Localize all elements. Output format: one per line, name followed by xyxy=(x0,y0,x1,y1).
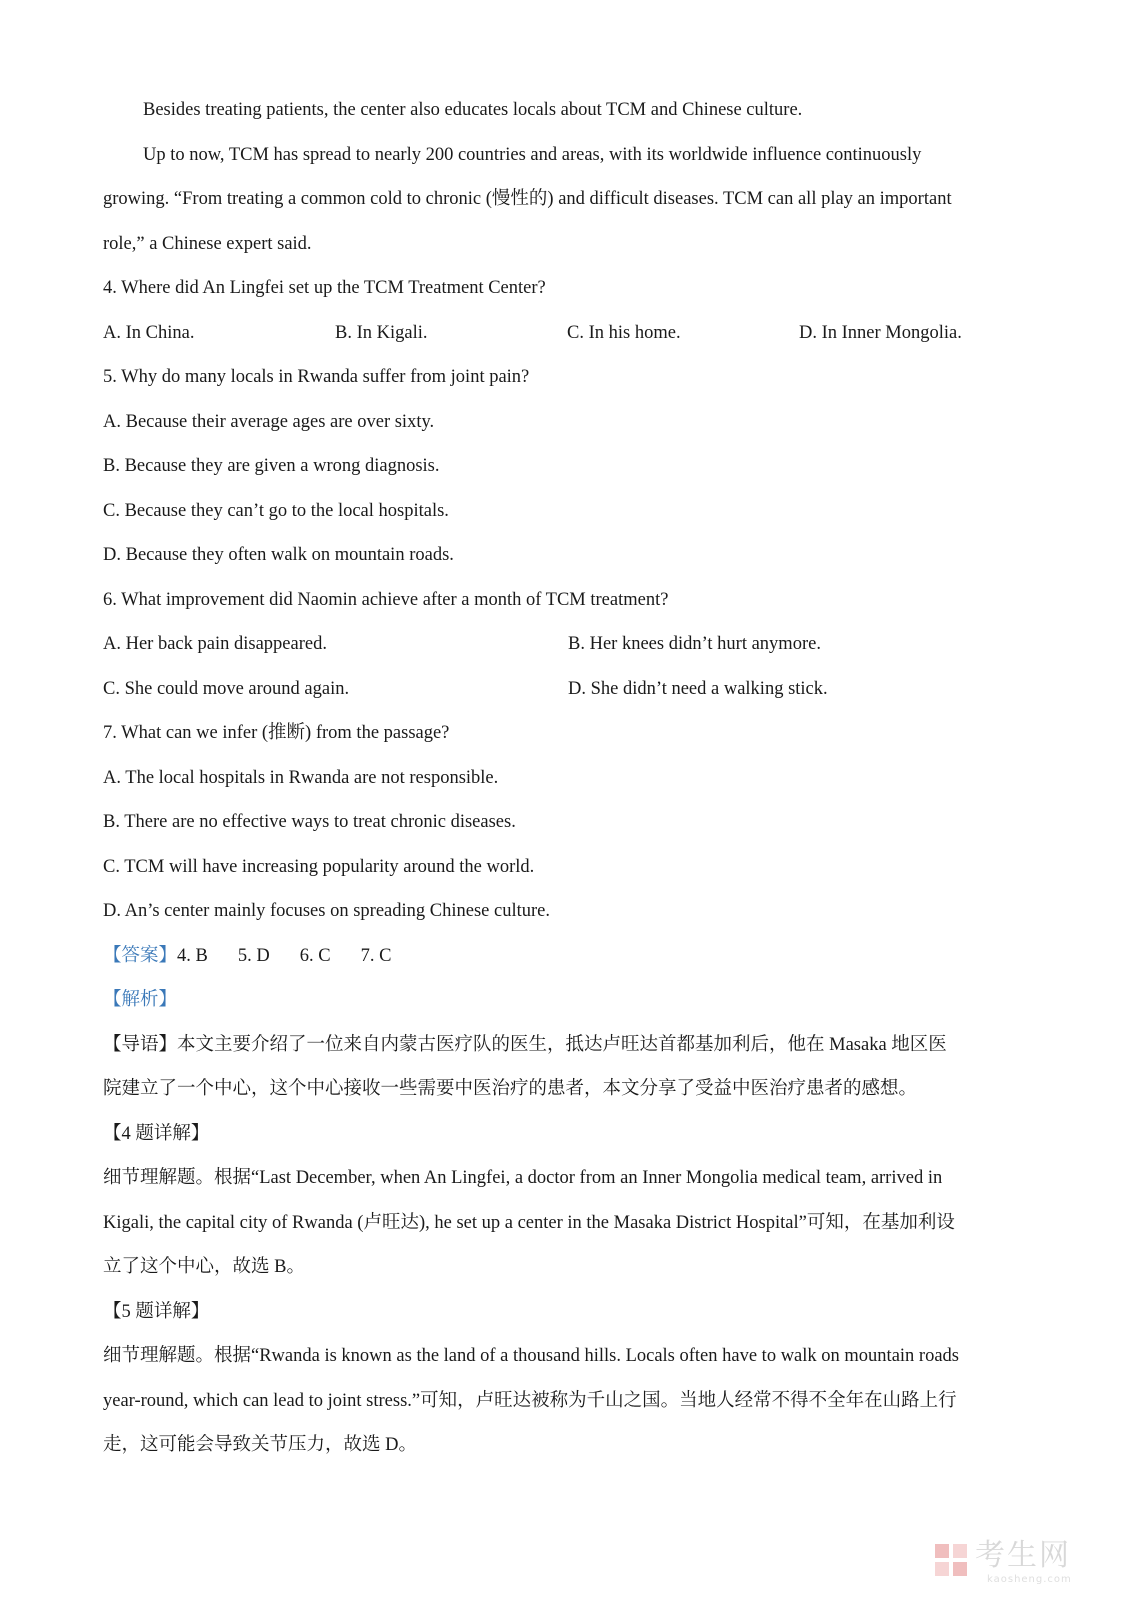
answer-item: 5. D xyxy=(237,945,270,966)
question-4-explanation-continued: Kigali, the capital city of Rwanda (卢旺达), he set up a center in the Masaka District Hospital”可知，在基加利设 xyxy=(103,1212,955,1233)
watermark-text: 考生网 xyxy=(975,1538,1071,1573)
document-page xyxy=(103,88,1033,1468)
question-6-option-a: A. Her back pain disappeared. xyxy=(103,634,327,654)
question-5-stem: 5. Why do many locals in Rwanda suffer from joint pain? xyxy=(103,367,530,387)
question-6-option-b: B. Her knees didn’t hurt anymore. xyxy=(568,634,821,654)
question-4-option-a: A. In China. xyxy=(103,322,195,343)
question-5-option-a: A. Because their average ages are over sixty. xyxy=(103,411,435,432)
question-6-option-d: D. She didn’t need a walking stick. xyxy=(568,678,828,699)
watermark-url: kaosheng.com xyxy=(987,1574,1072,1585)
answer-item: 6. C xyxy=(299,945,331,966)
question-5-explanation-continued: 走，这可能会导致关节压力，故选 D。 xyxy=(103,1435,417,1455)
analysis-label: 【解析】 xyxy=(103,990,178,1010)
question-6-options-row-1 xyxy=(103,622,1033,667)
passage-paragraph-continued: growing. “From treating a common cold to chronic (慢性的) and difficult diseases. TCM can all play an important xyxy=(103,189,952,209)
question-5-option-c: C. Because they can’t go to the local hospitals. xyxy=(103,500,449,521)
question-6-stem: 6. What improvement did Naomin achieve after a month of TCM treatment? xyxy=(103,589,669,610)
question-6-options-row-2 xyxy=(103,667,1033,712)
question-5-explanation: 细节理解题。根据“Rwanda is known as the land of a thousand hills. Locals often have to walk on mountain roads xyxy=(103,1346,959,1366)
question-7-option-d: D. An’s center mainly focuses on spreading Chinese culture. xyxy=(103,901,550,921)
answer-item: 7. C xyxy=(360,945,392,966)
question-5-explanation-title: 【5 题详解】 xyxy=(103,1301,210,1322)
question-4-option-b: B. In Kigali. xyxy=(335,322,428,343)
question-6-option-c: C. She could move around again. xyxy=(103,678,350,699)
question-4-explanation: 细节理解题。根据“Last December, when An Lingfei, a doctor from an Inner Mongolia medical team, arrived in xyxy=(103,1168,943,1188)
question-5-option-d: D. Because they often walk on mountain roads. xyxy=(103,545,454,565)
question-4-option-d: D. In Inner Mongolia. xyxy=(799,322,962,343)
passage-paragraph: Besides treating patients, the center also educates locals about TCM and Chinese culture. xyxy=(143,100,803,120)
question-4-explanation-title: 【4 题详解】 xyxy=(103,1123,210,1144)
question-7-stem: 7. What can we infer (推断) from the passage? xyxy=(103,723,450,743)
watermark-logo-icon xyxy=(933,1542,969,1578)
guide-text-continued: 院建立了一个中心，这个中心接收一些需要中医治疗的患者，本文分享了受益中医治疗患者的感想。 xyxy=(103,1079,918,1099)
question-7-option-b: B. There are no effective ways to treat chronic diseases. xyxy=(103,812,516,832)
answer-label: 【答案】 xyxy=(103,945,178,966)
question-4-options xyxy=(103,311,1033,356)
answer-item: 4. B xyxy=(177,945,208,966)
question-4-explanation-continued: 立了这个中心，故选 B。 xyxy=(103,1257,305,1277)
question-4-option-c: C. In his home. xyxy=(567,322,681,343)
answer-row xyxy=(103,934,1033,979)
question-5-explanation-continued: year-round, which can lead to joint stress.”可知，卢旺达被称为千山之国。当地人经常不得不全年在山路上行 xyxy=(103,1390,957,1411)
question-7-option-a: A. The local hospitals in Rwanda are not responsible. xyxy=(103,767,499,788)
question-4-stem: 4. Where did An Lingfei set up the TCM Treatment Center? xyxy=(103,278,546,298)
watermark xyxy=(933,1538,1103,1588)
guide-text: 【导语】本文主要介绍了一位来自内蒙古医疗队的医生，抵达卢旺达首都基加利后，他在 Masaka 地区医 xyxy=(103,1034,947,1055)
question-5-option-b: B. Because they are given a wrong diagnosis. xyxy=(103,456,440,476)
passage-paragraph-continued: role,” a Chinese expert said. xyxy=(103,233,312,254)
passage-paragraph: Up to now, TCM has spread to nearly 200 countries and areas, with its worldwide influence continuously xyxy=(143,144,922,165)
question-7-option-c: C. TCM will have increasing popularity around the world. xyxy=(103,856,535,877)
